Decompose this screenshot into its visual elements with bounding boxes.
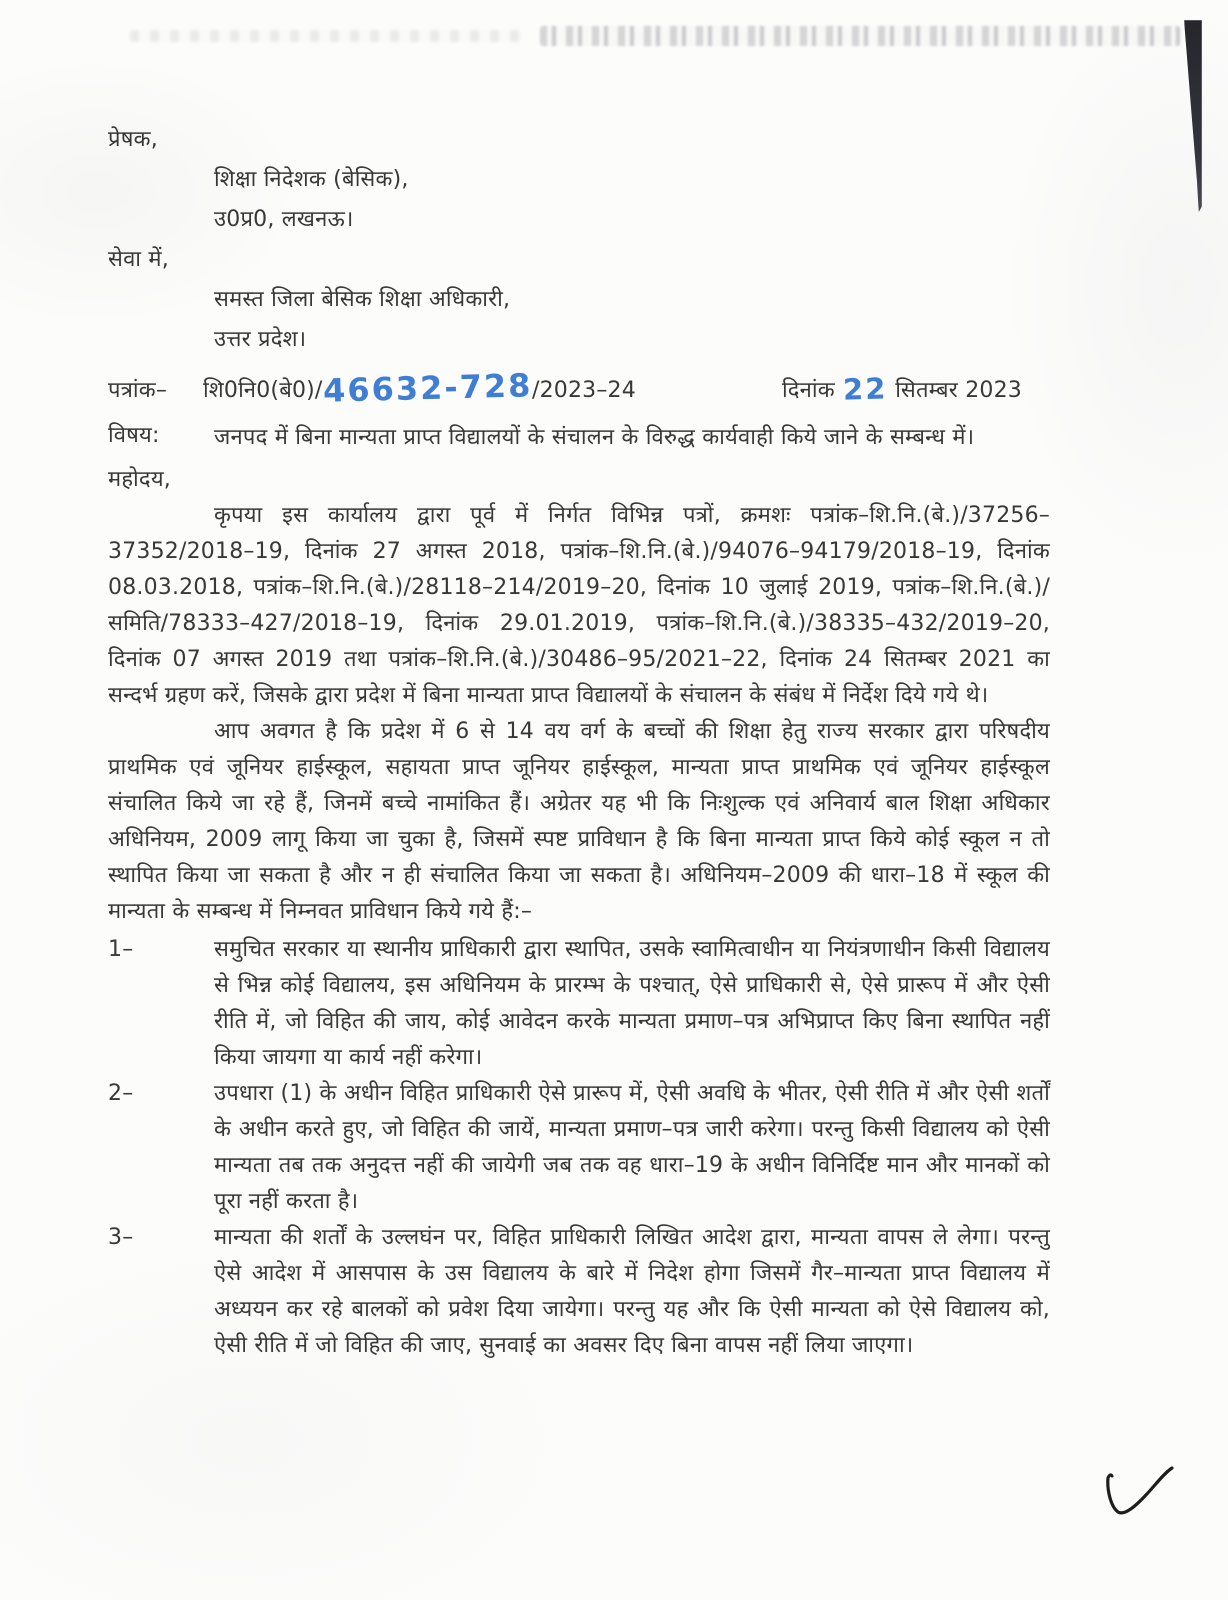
- sender-line: शिक्षा निदेशक (बेसिक),: [214, 167, 409, 192]
- letter-number-label: पत्रांक–: [108, 378, 168, 403]
- handwritten-checkmark-icon: [1098, 1464, 1182, 1526]
- subject-label: विषय:: [108, 423, 160, 448]
- recipient-line: समस्त जिला बेसिक शिक्षा अधिकारी,: [214, 287, 511, 312]
- list-item: [108, 1220, 1050, 1364]
- list-item: [108, 1076, 1050, 1220]
- list-item-text: उपधारा (1) के अधीन विहित प्राधिकारी ऐसे प्रारूप में, ऐसी अवधि के भीतर, ऐसी रीति में और ऐसी शर्तों के अधीन करते हुए, जो विहित की जायें, मान्यता प्रमाण–पत्र जारी करेगा। परन्तु किसी विद्यालय को ऐसी मान्यता तब तक अनुदत्त नहीं की जायेगी जब तक वह धारा–19 के अधीन विनिर्दिष्ट मान और मानकों को पूरा नहीं करता है।: [214, 1081, 1050, 1214]
- subject-text: जनपद में बिना मान्यता प्राप्त विद्यालयों के संचालन के विरुद्ध कार्यवाही किये जाने के सम्बन्ध में।: [214, 425, 975, 450]
- provisions-list: [108, 932, 1050, 1364]
- letter-number-row: [108, 368, 1050, 416]
- handwritten-day: 22: [842, 371, 888, 407]
- list-item-text: समुचित सरकार या स्थानीय प्राधिकारी द्वारा स्थापित, उसके स्वामित्वाधीन या नियंत्रणाधीन किसी विद्यालय से भिन्न कोई विद्यालय, इस अधिनियम के प्रारम्भ के पश्चात्, ऐसे प्राधिकारी से, ऐसे प्रारूप में और ऐसी रीति में, जो विहित की जाय, कोई आवेदन करके मान्यता प्रमाण–पत्र अभिप्राप्त किए बिना स्थापित नहीं किया जायगा या कार्य नहीं करेगा।: [214, 937, 1050, 1070]
- salutation: महोदय,: [108, 467, 171, 492]
- scan-smudge-artifact: [540, 26, 1180, 46]
- list-item-number: 1–: [108, 937, 134, 962]
- recipient-line: उत्तर प्रदेश।: [214, 327, 307, 352]
- scan-smudge-artifact-faint: [130, 30, 520, 42]
- subject-row: [108, 418, 1050, 458]
- list-item: [108, 932, 1050, 1076]
- scan-wedge-artifact: [1184, 20, 1202, 212]
- list-item-number: 2–: [108, 1081, 134, 1106]
- recipient-block: [214, 280, 1050, 360]
- sender-block: [214, 160, 1050, 240]
- sender-line: उ0प्र0, लखनऊ।: [214, 207, 354, 232]
- list-item-text: मान्यता की शर्तों के उल्लघंन पर, विहित प्राधिकारी लिखित आदेश द्वारा, मान्यता वापस ले लेगा। परन्तु ऐसे आदेश में आसपास के उस विद्यालय के बारे में निदेश होगा जिसमें गैर–मान्यता प्राप्त विद्यालय में अध्ययन कर रहे बालकों को प्रवेश दिया जायेगा। परन्तु यह और कि ऐसी मान्यता को ऐसे विद्यालय को, ऐसी रीति में जो विहित की जाए, सुनवाई का अवसर दिए बिना वापस नहीं लिया जाएगा।: [214, 1225, 1050, 1358]
- body-paragraph: आप अवगत है कि प्रदेश में 6 से 14 वय वर्ग के बच्चों की शिक्षा हेतु राज्य सरकार द्वारा परिषदीय प्राथमिक एवं जूनियर हाईस्कूल, सहायता प्राप्त जूनियर हाईस्कूल, मान्यता प्राप्त प्राथमिक एवं जूनियर हाईस्कूल संचालित किये जा रहे हैं, जिनमें बच्चे नामांकित हैं। अग्रेतर यह भी कि निःशुल्क एवं अनिवार्य बाल शिक्षा अधिकार अधिनियम, 2009 लागू किया जा चुका है, जिसमें स्पष्ट प्राविधान है कि बिना मान्यता प्राप्त किये कोई स्कूल न तो स्थापित किया जा सकता है और न ही संचालित किया जा सकता है। अधिनियम–2009 की धारा–18 में स्कूल की मान्यता के सम्बन्ध में निम्नवत प्राविधान किये गये हैं:–: [108, 719, 1050, 924]
- body-paragraph: कृपया इस कार्यालय द्वारा पूर्व में निर्गत विभिन्न पत्रों, क्रमशः पत्रांक–शि.नि.(बे.)/37256–37352/2018–19, दिनांक 27 अगस्त 2018, पत्रांक–शि.नि.(बे.)/94076–94179/2018–19, दिनांक 08.03.2018, पत्रांक–शि.नि.(बे.)/28118–214/2019–20, दिनांक 10 जुलाई 2019, पत्रांक–शि.नि.(बे.)/समिति/78333–427/2018–19, दिनांक 29.01.2019, पत्रांक–शि.नि.(बे.)/38335–432/2019–20, दिनांक 07 अगस्त 2019 तथा पत्रांक–शि.नि.(बे.)/30486–95/2021–22, दिनांक 24 सितम्बर 2021 का सन्दर्भ ग्रहण करें, जिसके द्वारा प्रदेश में बिना मान्यता प्राप्त विद्यालयों के संचालन के संबंध में निर्देश दिये गये थे।: [108, 503, 1050, 708]
- letter-year: /2023–24: [531, 378, 636, 403]
- office-code: शि0नि0(बे0)/: [203, 378, 323, 403]
- letter-content: [108, 120, 1050, 1364]
- date-label: दिनांक: [782, 378, 835, 403]
- date-group: [782, 369, 1022, 409]
- recipient-label: सेवा में,: [108, 247, 169, 272]
- handwritten-letter-number: 46632-728: [322, 366, 533, 410]
- list-item-number: 3–: [108, 1225, 134, 1250]
- sender-label: प्रेषक,: [108, 127, 158, 152]
- date-text: सितम्बर 2023: [895, 378, 1022, 403]
